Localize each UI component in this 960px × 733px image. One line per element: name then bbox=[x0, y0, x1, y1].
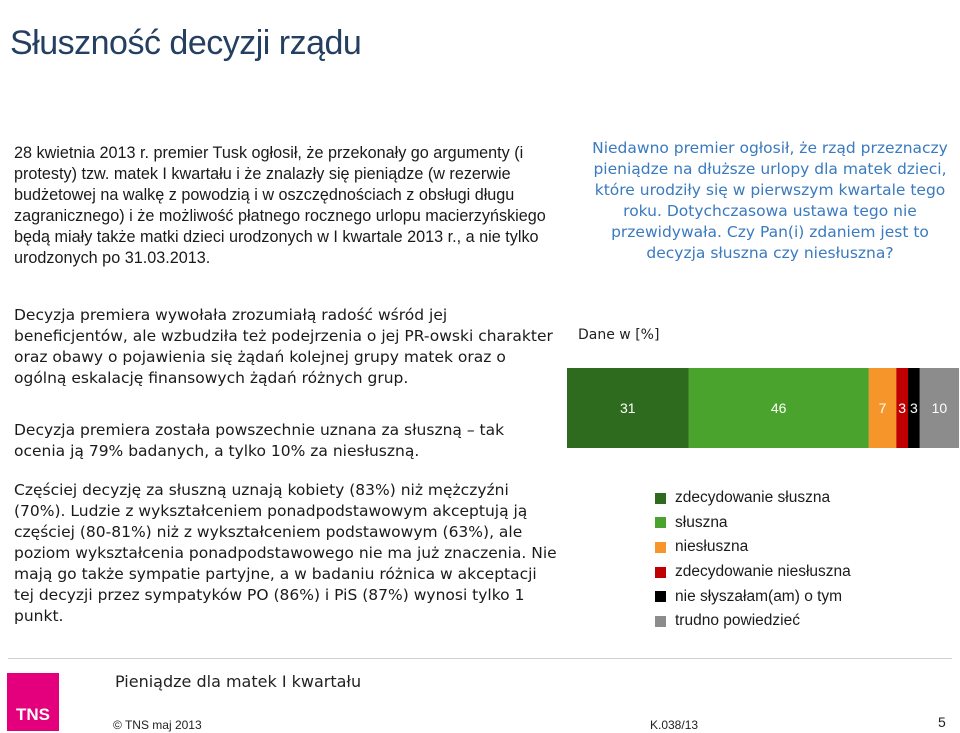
legend-item-4 bbox=[655, 560, 851, 585]
legend-swatch bbox=[655, 517, 666, 528]
chart-legend bbox=[655, 486, 851, 634]
data-unit-note: Dane w [%] bbox=[578, 327, 660, 343]
legend-label: zdecydowanie niesłuszna bbox=[675, 563, 851, 581]
bar-label-1: 31 bbox=[619, 400, 636, 416]
tns-logo bbox=[7, 673, 59, 731]
footer-code: K.038/13 bbox=[650, 718, 699, 732]
legend-label: zdecydowanie słuszna bbox=[675, 489, 831, 507]
legend-label: trudno powiedzieć bbox=[675, 612, 800, 630]
paragraph-assessment: Decyzja premiera została powszechnie uznana za słuszną – tak ocenia ją 79% badanych, a tylko 10% za niesłuszną. bbox=[14, 421, 505, 460]
footer-copyright: © TNS maj 2013 bbox=[113, 718, 202, 732]
legend-swatch bbox=[655, 591, 666, 602]
footer-title: Pieniądze dla matek I kwartału bbox=[115, 672, 362, 691]
logo-text: TNS bbox=[16, 705, 50, 724]
stacked-bar-chart bbox=[567, 368, 959, 448]
bar-label-2: 46 bbox=[770, 400, 787, 416]
bar-label-4: 3 bbox=[898, 400, 907, 416]
legend-label: niesłuszna bbox=[675, 538, 749, 556]
legend-item-1 bbox=[655, 486, 851, 511]
legend-item-2 bbox=[655, 511, 851, 536]
footer-divider bbox=[8, 658, 952, 659]
paragraph-reaction: Decyzja premiera wywołała zrozumiałą radość wśród jej beneficjentów, ale wzbudziła też podejrzenia o jej PR-owski charakter oraz obawy o pojawienia się żądań kolejnej grupy matek oraz o ogólną eskalację finansowych żądań różnych grup. bbox=[14, 306, 553, 387]
legend-label: nie słyszałam(am) o tym bbox=[675, 587, 843, 605]
legend-swatch bbox=[655, 493, 666, 504]
paragraph-announcement: 28 kwietnia 2013 r. premier Tusk ogłosił, że przekonały go argumenty (i protesty) tzw. matek I kwartału i że znalazły się pieniądze (w rezerwie budżetowej na walkę z powodzią i w oszczędnościach z obsługi długu zagranicznego) i że możliwość płatnego rocznego urlopu macierzyńskiego będą miały także matki dzieci urodzonych w I kwartale 2013 r., a nie tylko urodzonych po 31.03.2013. bbox=[14, 144, 546, 267]
legend-item-5 bbox=[655, 584, 851, 609]
legend-swatch bbox=[655, 542, 666, 553]
paragraph-demographics: Częściej decyzję za słuszną uznają kobiety (83%) niż mężczyźni (70%). Ludzie z wykształceniem ponadpodstawowym akceptują ją częściej (80-81%) niż z wykształceniem podstawowym (63%), ale poziom wykształcenia ponadpodstawowego nie ma już znaczenia. Nie mają go także sympatie partyjne, a w badaniu różnica w akceptacji tej decyzji przez sympatyków PO (86%) i PiS (87%) wynosi tylko 1 punkt. bbox=[14, 481, 557, 625]
bar-label-6: 10 bbox=[931, 400, 948, 416]
legend-swatch bbox=[655, 567, 666, 578]
bar-label-5: 3 bbox=[910, 400, 918, 416]
legend-item-6 bbox=[655, 609, 851, 634]
bar-label-3: 7 bbox=[878, 400, 887, 416]
survey-question: Niedawno premier ogłosił, że rząd przeznaczy pieniądze na dłuższe urlopy dla matek dzieci, które urodziły się w pierwszym kwartale tego roku. Dotychczasowa ustawa tego nie przewidywała. Czy Pan(i) zdaniem jest to decyzja słuszna czy niesłuszna? bbox=[592, 139, 948, 262]
legend-label: słuszna bbox=[675, 513, 728, 531]
page-number: 5 bbox=[938, 714, 946, 730]
legend-swatch bbox=[655, 616, 666, 627]
legend-item-3 bbox=[655, 535, 851, 560]
page-title: Słuszność decyzji rządu bbox=[10, 24, 362, 62]
